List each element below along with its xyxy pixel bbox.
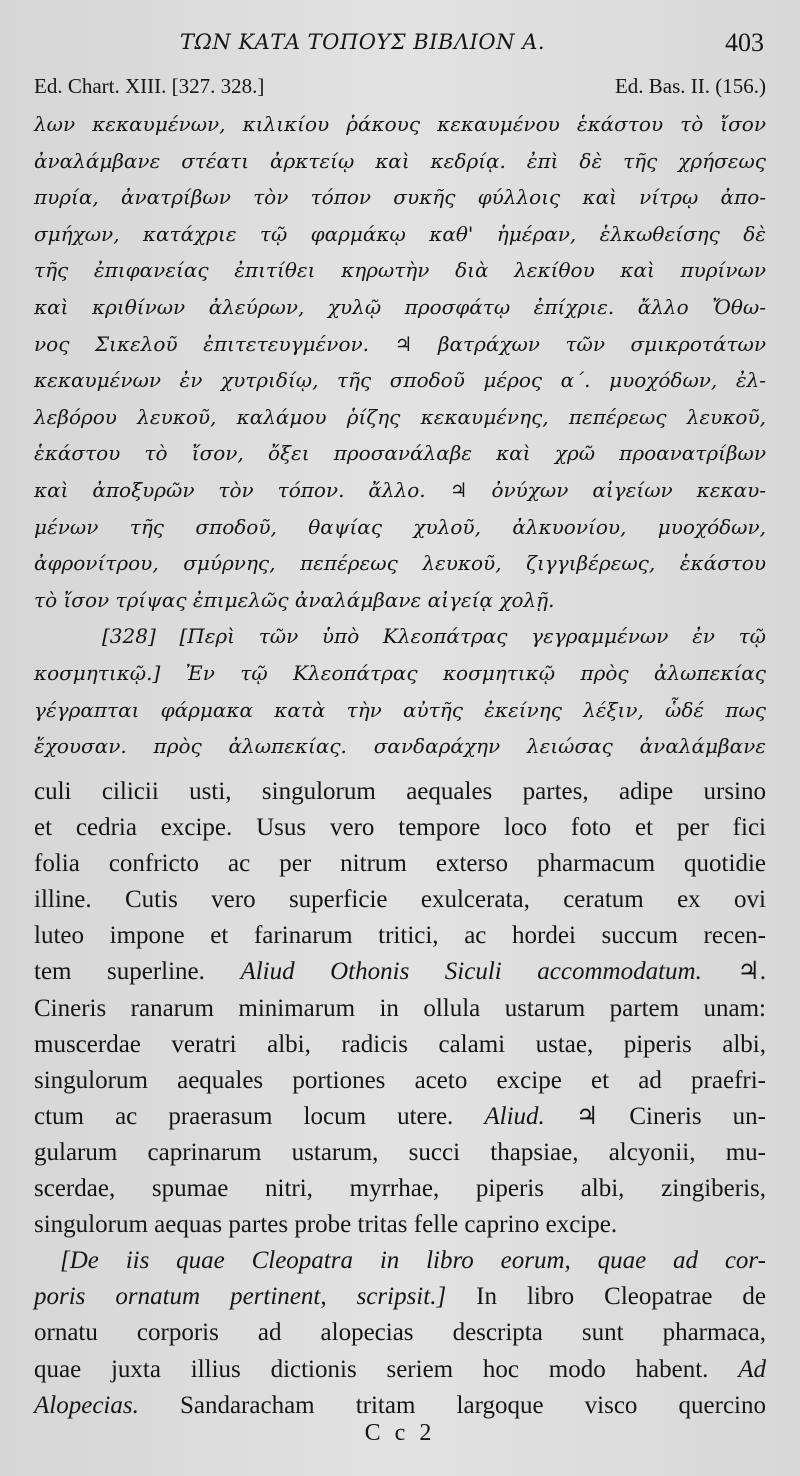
latin-text: In libro Cleopatrae de: [476, 1283, 766, 1311]
latin-line: scerdae, spumae nitri, myrrhae, piperis albi, zingiberis,: [34, 1175, 766, 1203]
greek-line: λων κεκαυμένων, κιλικίου ῥάκους κεκαυμένου ἑκάστου τὸ ἴσον: [34, 112, 766, 136]
latin-line: ornatu corporis ad alopecias descripta sunt pharmaca,: [34, 1319, 766, 1347]
greek-line: ἑκάστου τὸ ἴσον, ὄξει προσανάλαβε καὶ χρῶ προανατρίβων: [34, 441, 766, 466]
signature-mark: C c 2: [364, 1420, 436, 1446]
latin-text: quae juxta illius dictionis seriem hoc modo habent.: [34, 1355, 709, 1383]
recipe-symbol: ♃.: [737, 958, 767, 986]
latin-section-heading: [De iis quae Cleopatra in libro eorum, quae ad cor-: [60, 1247, 766, 1275]
edition-chartier-reference: Ed. Chart. XIII. [327. 328.]: [34, 74, 265, 98]
greek-text-block: [34, 106, 766, 765]
latin-line: muscerdae veratri albi, radicis calami ustae, piperis albi,: [34, 1030, 766, 1058]
latin-line: [34, 954, 766, 990]
running-title: ΤΩΝ ΚΑΤΑ ΤΟΠΟΥΣ ΒΙΒΛΙΟΝ Α.: [180, 30, 546, 54]
greek-line: τὸ ἴσον τρίψας ἐπιμελῶς ἀναλάμβανε αἰγείᾳ χολῇ.: [34, 587, 555, 612]
greek-line: ἔχουσαν. πρὸς ἀλωπεκίας. σανδαράχην λειώσας ἀναλάμβανε: [34, 734, 766, 759]
page-number: 403: [725, 28, 764, 57]
greek-line: γέγραπται φάρμακα κατὰ τὴν αὐτῆς ἐκείνης λέξιν, ὧδέ πως: [34, 697, 766, 722]
greek-line: τῆς ἐπιφανείας ἐπιτίθει κηρωτὴν διὰ λεκίθου καὶ πυρίνων: [34, 258, 766, 283]
greek-line: καὶ κριθίνων ἀλεύρων, χυλῷ προσφάτῳ ἐπίχριε. ἄλλο Ὄθω-: [34, 294, 766, 319]
latin-line: Cineris ranarum minimarum in ollula ustarum partem unam:: [34, 994, 766, 1022]
greek-line: σμήχων, κατάχριε τῷ φαρμάκῳ καθ' ἡμέραν, ἑλκωθείσης δὲ: [34, 221, 766, 246]
latin-section-heading: poris ornatum pertinent, scripsit.]: [34, 1283, 447, 1311]
running-head: [0, 28, 800, 68]
latin-line: et cedria excipe. Usus vero tempore loco foto et per fici: [34, 814, 766, 842]
edition-basel-reference: Ed. Bas. II. (156.): [614, 74, 766, 98]
greek-line: [328] [Περὶ τῶν ὑπὸ Κλεοπάτρας γεγραμμένων ἐν τῷ: [102, 624, 766, 649]
latin-text: tem superline.: [34, 958, 205, 986]
latin-text: Sandaracham tritam largoque visco quercino: [179, 1391, 766, 1419]
greek-line: ἀναλάμβανε στέατι ἀρκτείῳ καὶ κεδρίᾳ. ἐπὶ δὲ τῆς χρήσεως: [34, 148, 766, 173]
latin-line: culi cilicii usti, singulorum aequales partes, adipe ursino: [34, 778, 766, 805]
latin-line: [34, 1279, 766, 1315]
latin-heading: Ad: [738, 1355, 766, 1383]
latin-line: gularum caprinarum ustarum, succi thapsiae, alcyonii, mu-: [34, 1138, 766, 1166]
greek-line: καὶ ἀποξυρῶν τὸν τόπον. ἄλλο. ♃ ὀνύχων αἰγείων κεκαυ-: [34, 477, 766, 502]
latin-line: [34, 1352, 766, 1388]
latin-line: [34, 1099, 766, 1135]
latin-line: illine. Cutis vero superficie exulcerata, ceratum ex ovi: [34, 886, 766, 914]
latin-heading: Aliud.: [484, 1102, 545, 1130]
edition-references: [34, 74, 766, 104]
latin-text-block: [34, 774, 766, 1424]
latin-text: ♃ Cineris un-: [575, 1102, 766, 1130]
latin-line: folia confricto ac per nitrum exterso pharmacum quotidie: [34, 850, 766, 878]
greek-line: λεβόρου λευκοῦ, καλάμου ῥίζης κεκαυμένης, πεπέρεως λευκοῦ,: [34, 404, 766, 429]
greek-line: κεκαυμένων ἐν χυτριδίῳ, τῆς σποδοῦ μέρος α΄. μυοχόδων, ἐλ-: [34, 368, 766, 393]
latin-line: luteo impone et farinarum tritici, ac hordei succum recen-: [34, 922, 766, 950]
greek-line: ἀφρονίτρου, σμύρνης, πεπέρεως λευκοῦ, ζιγγιβέρεως, ἑκάστου: [34, 551, 766, 576]
latin-line: [34, 1388, 766, 1424]
latin-heading: Aliud Othonis Siculi accommodatum.: [240, 958, 702, 986]
latin-line: singulorum aequas partes probe tritas felle caprino excipe.: [34, 1211, 618, 1239]
greek-line: κοσμητικῷ.] Ἐν τῷ Κλεοπάτρας κοσμητικῷ πρὸς ἀλωπεκίας: [34, 660, 766, 685]
latin-line: singulorum aequales portiones aceto excipe et ad praefri-: [34, 1066, 766, 1094]
greek-line: πυρία, ἀνατρίβων τὸν τόπον συκῆς φύλλοις καὶ νίτρῳ ἀπο-: [34, 185, 766, 210]
latin-heading: Alopecias.: [34, 1391, 139, 1419]
greek-line: μένων τῆς σποδοῦ, θαψίας χυλοῦ, ἀλκυονίου, μυοχόδων,: [34, 514, 766, 539]
greek-line: νος Σικελοῦ ἐπιτετευγμένον. ♃ βατράχων τῶν σμικροτάτων: [34, 331, 766, 356]
latin-text: ctum ac praerasum locum utere.: [34, 1102, 454, 1130]
